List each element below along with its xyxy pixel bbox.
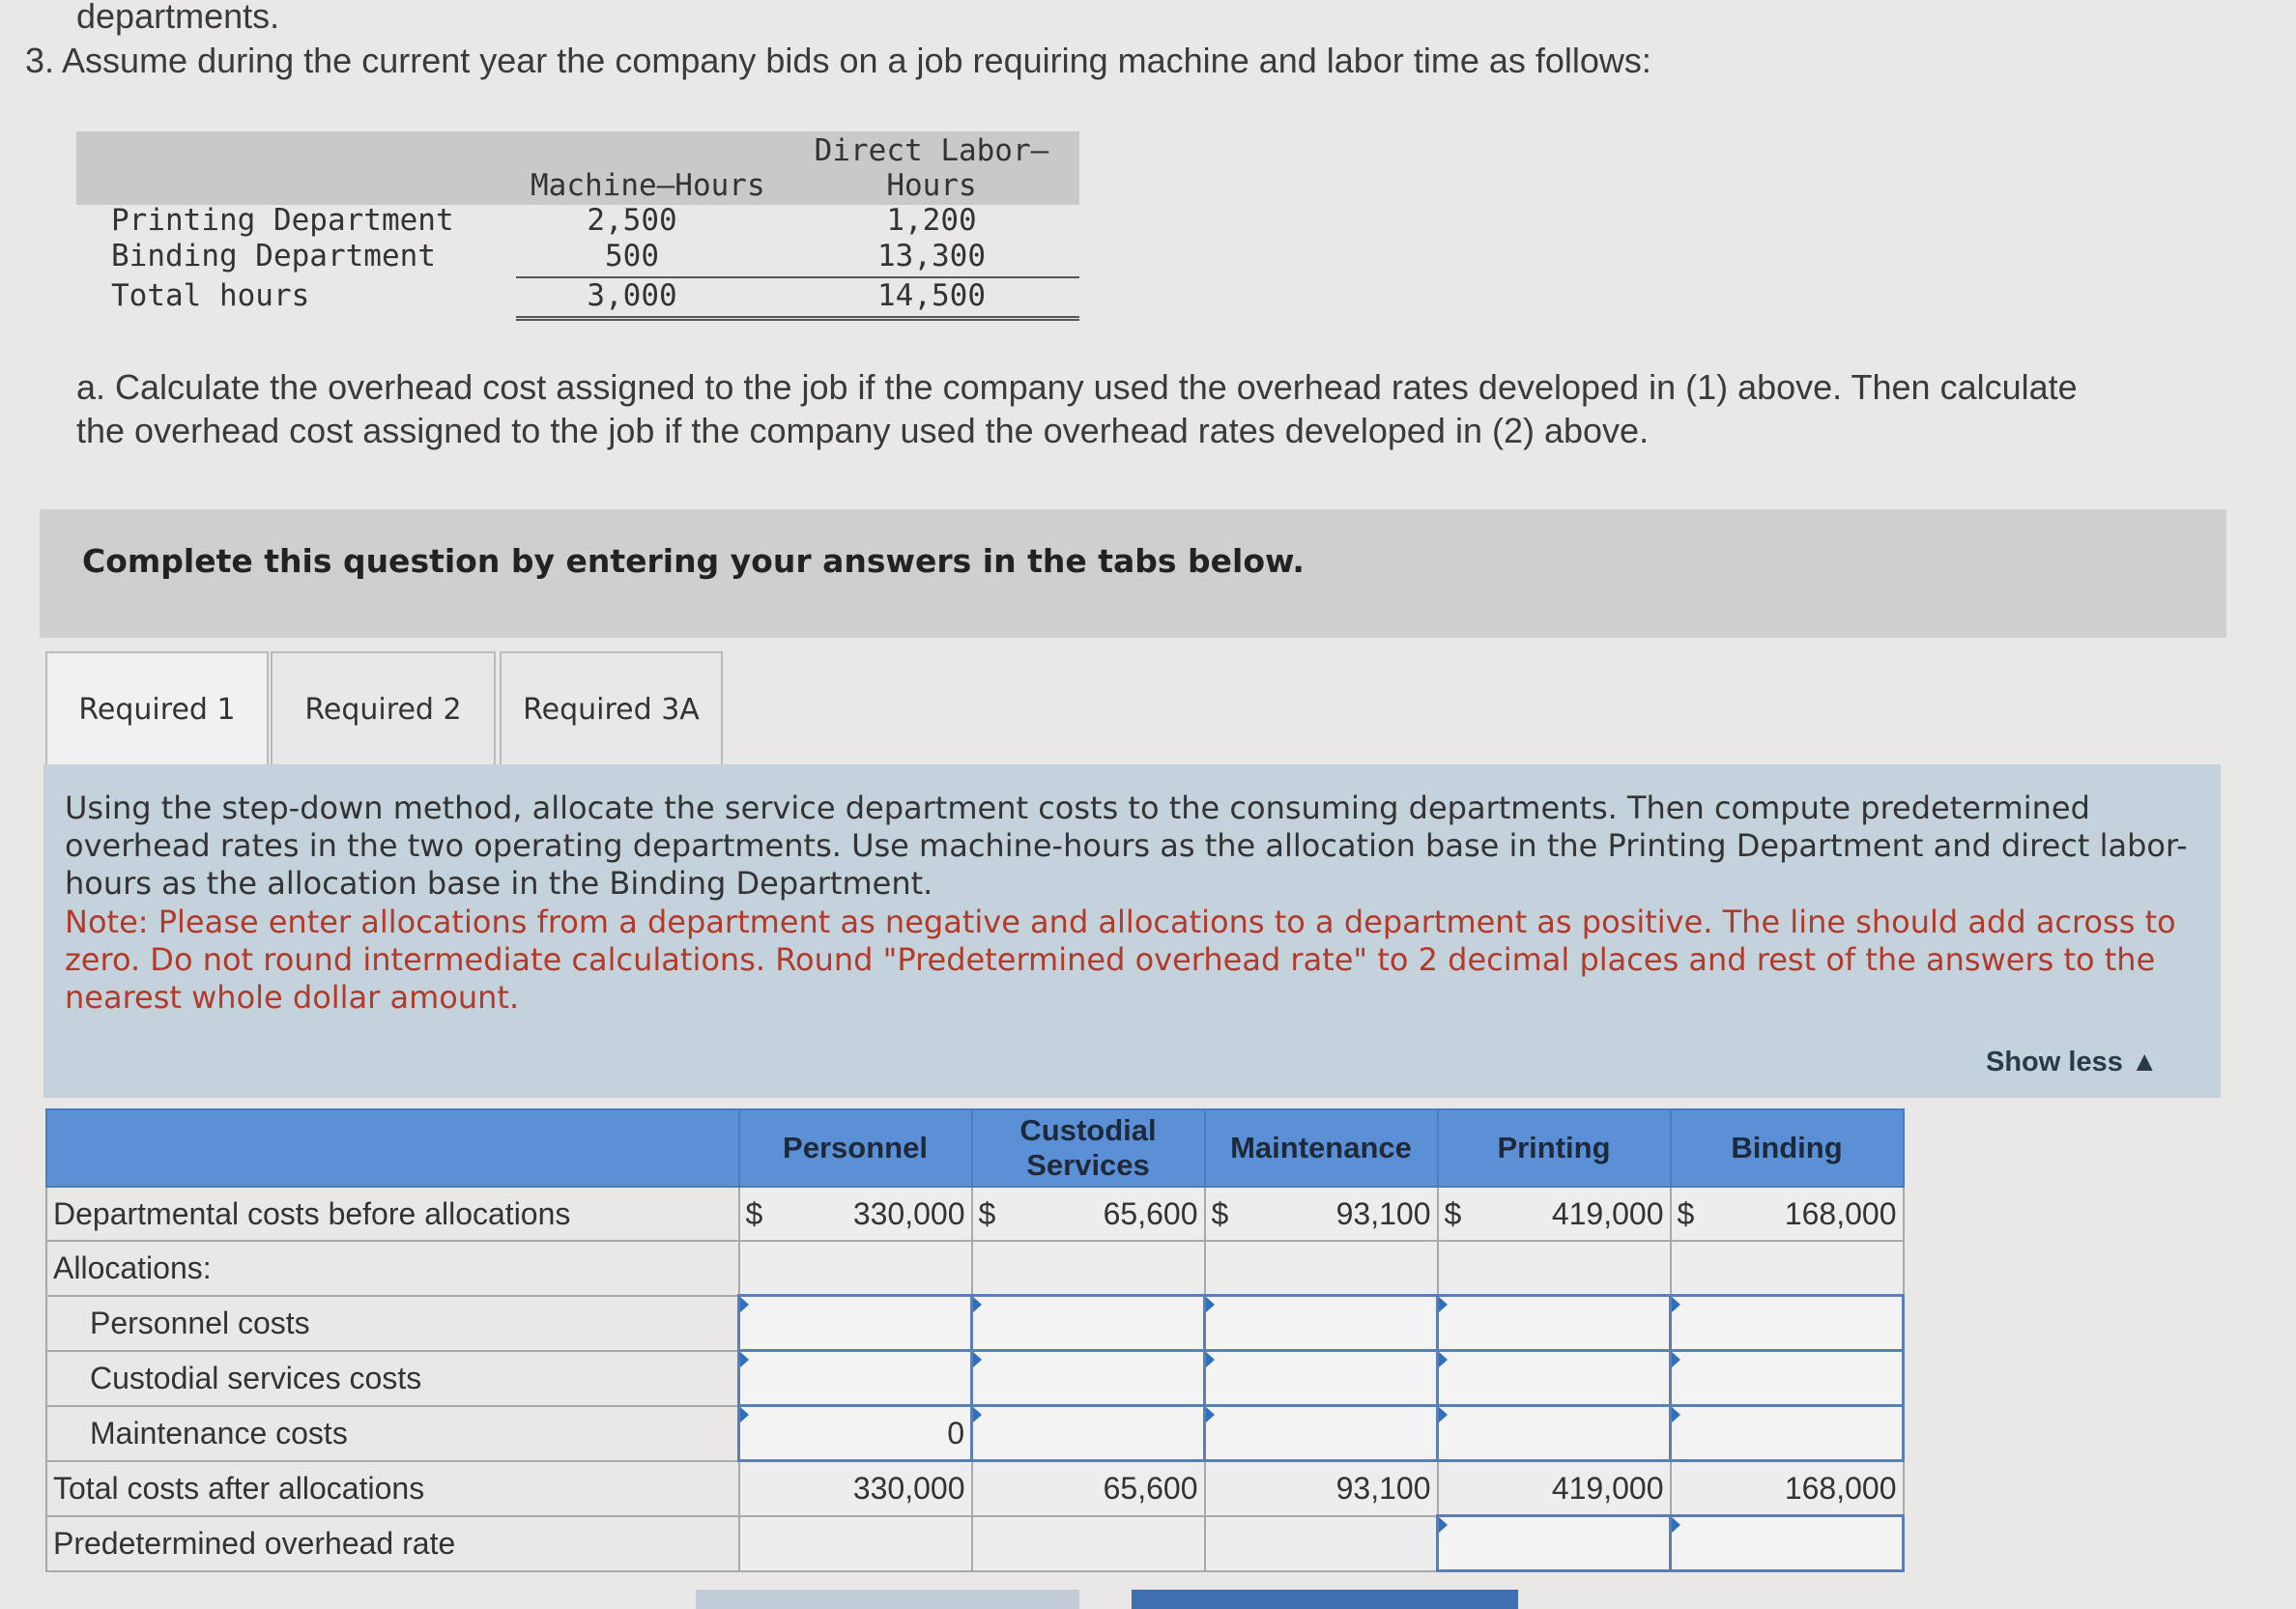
part-a-line2: the overhead cost assigned to the job if the company used the overhead rates developed in (2) above.: [76, 411, 1650, 450]
table-row: [46, 1241, 1904, 1296]
note-line: zero. Do not round intermediate calculations. Round "Predetermined overhead rate" to 2 decimal places and rest of the answers to the: [65, 941, 2156, 978]
instruction-banner: [40, 509, 2226, 638]
input-binding[interactable]: [1671, 1296, 1904, 1351]
instruction-line: Using the step-down method, allocate the service department costs to the consuming departments. Then compute predetermined: [65, 790, 2090, 826]
currency: $: [1677, 1195, 1695, 1231]
table-row: [46, 1187, 1904, 1241]
cell-value: 168,000: [1784, 1195, 1897, 1231]
cell-value: 93,100: [1205, 1461, 1438, 1516]
banner-text: Complete this question by entering your answers in the tabs below.: [82, 542, 1305, 580]
tab-required-3a[interactable]: Required 3A: [500, 651, 723, 766]
input-maintenance[interactable]: [1205, 1406, 1438, 1461]
input-personnel[interactable]: [739, 1296, 972, 1351]
row-label: Printing Department: [111, 203, 454, 238]
table-row: [46, 1461, 1904, 1516]
row-label: Personnel costs: [46, 1296, 739, 1351]
cell-value: 93,100: [1335, 1195, 1431, 1231]
input-custodial[interactable]: [972, 1406, 1205, 1461]
col-personnel: Personnel: [739, 1109, 972, 1187]
table-row: [46, 1406, 1904, 1461]
input-binding-rate[interactable]: [1671, 1516, 1904, 1571]
currency: $: [745, 1195, 763, 1231]
input-binding[interactable]: [1671, 1351, 1904, 1406]
note-line: nearest whole dollar amount.: [65, 979, 520, 1016]
instruction-line: hours as the allocation base in the Binding Department.: [65, 865, 933, 902]
cell-value: 419,000: [1551, 1195, 1664, 1231]
tab-required-2[interactable]: Required 2: [271, 651, 496, 766]
allocation-table: [45, 1108, 1905, 1572]
col-machine-hours: Machine–Hours: [531, 168, 765, 203]
show-less-link[interactable]: Show less ▲: [1986, 1047, 2159, 1077]
input-personnel[interactable]: 0: [739, 1406, 972, 1461]
input-maintenance[interactable]: [1205, 1296, 1438, 1351]
input-printing[interactable]: [1438, 1351, 1671, 1406]
input-custodial[interactable]: [972, 1351, 1205, 1406]
input-printing[interactable]: [1438, 1406, 1671, 1461]
cell-value: 65,600: [972, 1461, 1205, 1516]
cell: 2,500: [587, 203, 677, 238]
row-label: Maintenance costs: [46, 1406, 739, 1461]
row-label: Total hours: [111, 278, 310, 313]
row-label: Predetermined overhead rate: [46, 1516, 739, 1571]
instructions-panel: [43, 764, 2221, 1098]
next-button[interactable]: [1132, 1590, 1518, 1609]
row-label: Custodial services costs: [46, 1351, 739, 1406]
row-label: Binding Department: [111, 239, 436, 273]
question-3: 3. Assume during the current year the company bids on a job requiring machine and labor time as follows:: [25, 41, 1651, 80]
cell: 14,500: [877, 278, 986, 313]
table-row: [46, 1351, 1904, 1406]
cell-value: 168,000: [1671, 1461, 1904, 1516]
header-blank: [46, 1109, 739, 1187]
col-printing: Printing: [1438, 1109, 1671, 1187]
instruction-line: overhead rates in the two operating departments. Use machine-hours as the allocation base in the Printing Department and direct labor-: [65, 827, 2188, 864]
input-binding[interactable]: [1671, 1406, 1904, 1461]
cell-value: 330,000: [852, 1195, 965, 1231]
cell-value: 65,600: [1103, 1195, 1198, 1231]
input-printing-rate[interactable]: [1438, 1516, 1671, 1571]
cell: 13,300: [877, 239, 986, 273]
note-line: Note: Please enter allocations from a department as negative and allocations to a department as positive. The line should add across to: [65, 904, 2176, 940]
currency: $: [1211, 1195, 1229, 1231]
cell-value: 330,000: [739, 1461, 972, 1516]
part-a-line1: a. Calculate the overhead cost assigned to the job if the company used the overhead rates developed in (1) above. Then calculate: [76, 367, 2078, 407]
currency: $: [978, 1195, 996, 1231]
row-label: Allocations:: [46, 1241, 739, 1296]
col-maintenance: Maintenance: [1205, 1109, 1438, 1187]
table-row: [46, 1296, 1904, 1351]
input-custodial[interactable]: [972, 1296, 1205, 1351]
col-custodial: Custodial Services: [972, 1109, 1205, 1187]
cell: 1,200: [886, 203, 977, 238]
cell-value: 419,000: [1438, 1461, 1671, 1516]
input-printing[interactable]: [1438, 1296, 1671, 1351]
table-row: [46, 1516, 1904, 1571]
row-label: Departmental costs before allocations: [46, 1187, 739, 1241]
row-label: Total costs after allocations: [46, 1461, 739, 1516]
col-direct-labor-hours: Direct Labor– Hours: [814, 133, 1049, 203]
cell: 500: [605, 239, 659, 273]
col-binding: Binding: [1671, 1109, 1904, 1187]
previous-text: departments.: [76, 0, 280, 36]
tab-required-1[interactable]: Required 1: [45, 651, 269, 766]
cell: 3,000: [587, 278, 677, 313]
input-personnel[interactable]: [739, 1351, 972, 1406]
input-maintenance[interactable]: [1205, 1351, 1438, 1406]
currency: $: [1444, 1195, 1462, 1231]
prev-button[interactable]: [696, 1590, 1079, 1609]
